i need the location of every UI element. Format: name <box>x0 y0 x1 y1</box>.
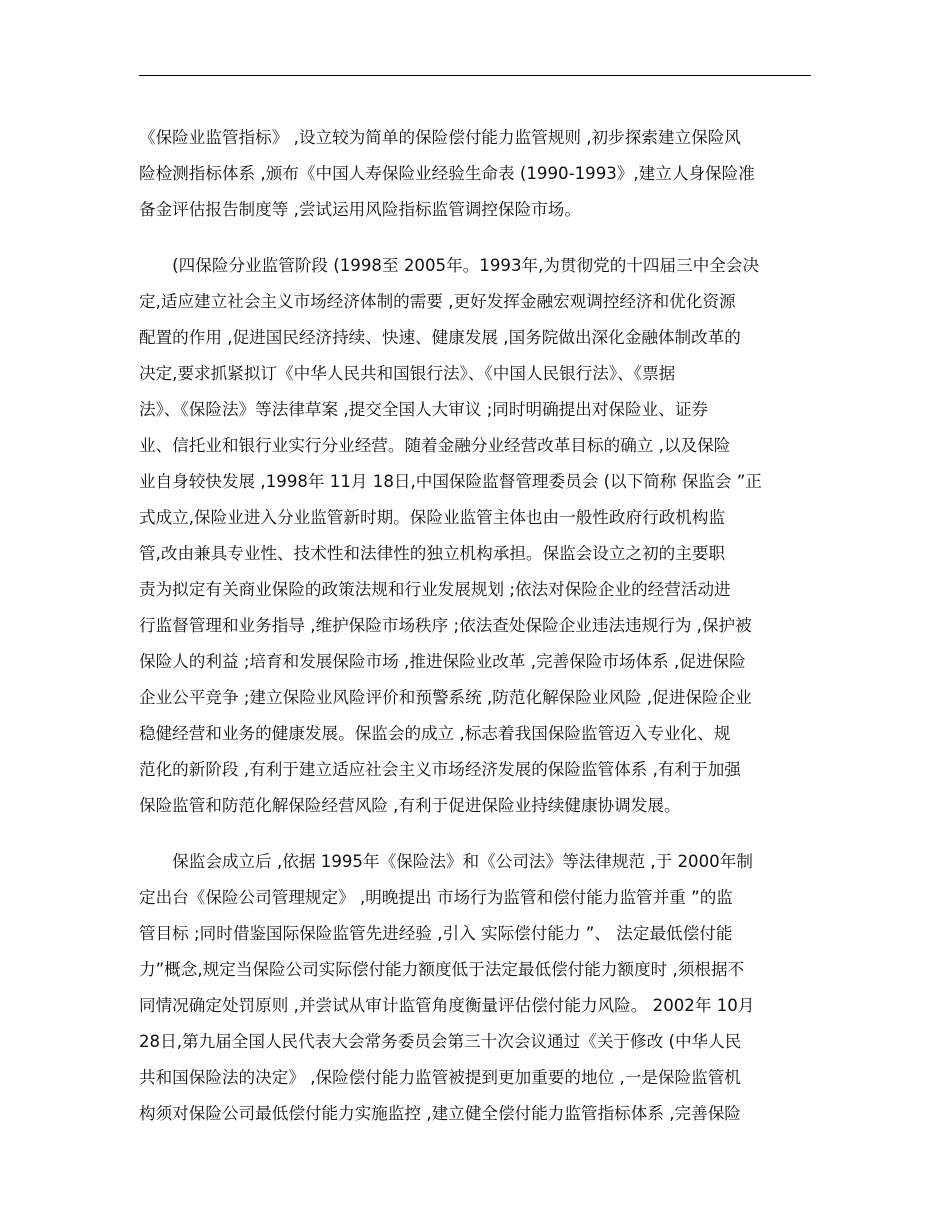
text-line: 业、信托业和银行业实行分业经营。随着金融分业经营改革目标的确立 ,以及保险 <box>139 436 731 455</box>
text-line: 范化的新阶段 ,有利于建立适应社会主义市场经济发展的保险监管体系 ,有利于加强 <box>139 760 741 779</box>
paragraph-spacer <box>139 228 811 248</box>
document-body <box>139 120 811 1132</box>
text-line: 稳健经营和业务的健康发展。保监会的成立 ,标志着我国保险监管迈入专业化、规 <box>139 724 731 743</box>
text-line: 配置的作用 ,促进国民经济持续、快速、健康发展 ,国务院做出深化金融体制改革的 <box>139 328 741 347</box>
text-line: 法》、《保险法》等法律草案 ,提交全国人大审议 ;同时明确提出对保险业、证券 <box>139 400 709 419</box>
text-line: 管目标 ;同时借鉴国际保险监管先进经验 ,引入 实际偿付能力 ”、 法定最低偿付能 <box>139 924 733 943</box>
text-line: 险检测指标体系 ,颁布《中国人寿保险业经验生命表 (1990-1993》,建立人身保险准 <box>139 164 755 183</box>
text-line: 《保险业监管指标》 ,设立较为简单的保险偿付能力监管规则 ,初步探索建立保险风 <box>139 128 741 147</box>
text-line: 管,改由兼具专业性、技术性和法律性的独立机构承担。保监会设立之初的主要职 <box>139 544 726 563</box>
paragraph-spacer <box>139 824 811 844</box>
header-rule <box>139 75 811 76</box>
text-line: 备金评估报告制度等 ,尝试运用风险指标监管调控保险市场。 <box>139 200 581 219</box>
text-line: 共和国保险法的决定》 ,保险偿付能力监管被提到更加重要的地位 ,一是保险监管机 <box>139 1068 741 1087</box>
text-line: 企业公平竞争 ;建立保险业风险评价和预警系统 ,防范化解保险业风险 ,促进保险企业 <box>139 688 752 707</box>
text-line: 业自身较快发展 ,1998年 11月 18日,中国保险监督管理委员会 (以下简称 保监会 ”正 <box>139 472 762 491</box>
text-line: 力”概念,规定当保险公司实际偿付能力额度低于法定最低偿付能力额度时 ,须根据不 <box>139 960 745 979</box>
text-line: (四保险分业监管阶段 (1998至 2005年。1993年,为贯彻党的十四届三中全会决 <box>139 256 760 275</box>
paragraph-1 <box>139 120 811 228</box>
text-line: 保险人的利益 ;培育和发展保险市场 ,推进保险业改革 ,完善保险市场体系 ,促进保险 <box>139 652 746 671</box>
text-line: 责为拟定有关商业保险的政策法规和行业发展规划 ;依法对保险企业的经营活动进 <box>139 580 731 599</box>
text-line: 定出台《保险公司管理规定》 ,明晚提出 市场行为监管和偿付能力监管并重 ”的监 <box>139 888 733 907</box>
paragraph-3 <box>139 844 811 1132</box>
text-line: 行监督管理和业务指导 ,维护保险市场秩序 ;依法查处保险企业违法违规行为 ,保护被 <box>139 616 752 635</box>
text-line: 定,适应建立社会主义市场经济体制的需要 ,更好发挥金融宏观调控经济和优化资源 <box>139 292 736 311</box>
text-line: 保险监管和防范化解保险经营风险 ,有利于促进保险业持续健康协调发展。 <box>139 796 681 815</box>
paragraph-2 <box>139 248 811 824</box>
text-line: 式成立,保险业进入分业监管新时期。保险业监管主体也由一般性政府行政机构监 <box>139 508 726 527</box>
text-line: 决定,要求抓紧拟订《中华人民共和国银行法》、《中国人民银行法》、《票据 <box>139 364 676 383</box>
text-line: 构须对保险公司最低偿付能力实施监控 ,建立健全偿付能力监管指标体系 ,完善保险 <box>139 1104 741 1123</box>
text-line: 保监会成立后 ,依据 1995年《保险法》和《公司法》等法律规范 ,于 2000年制 <box>139 852 753 871</box>
text-line: 28日,第九届全国人民代表大会常务委员会第三十次会议通过《关于修改 (中华人民 <box>139 1032 742 1051</box>
text-line: 同情况确定处罚原则 ,并尝试从审计监管角度衡量评估偿付能力风险。 2002年 10月 <box>139 996 755 1015</box>
